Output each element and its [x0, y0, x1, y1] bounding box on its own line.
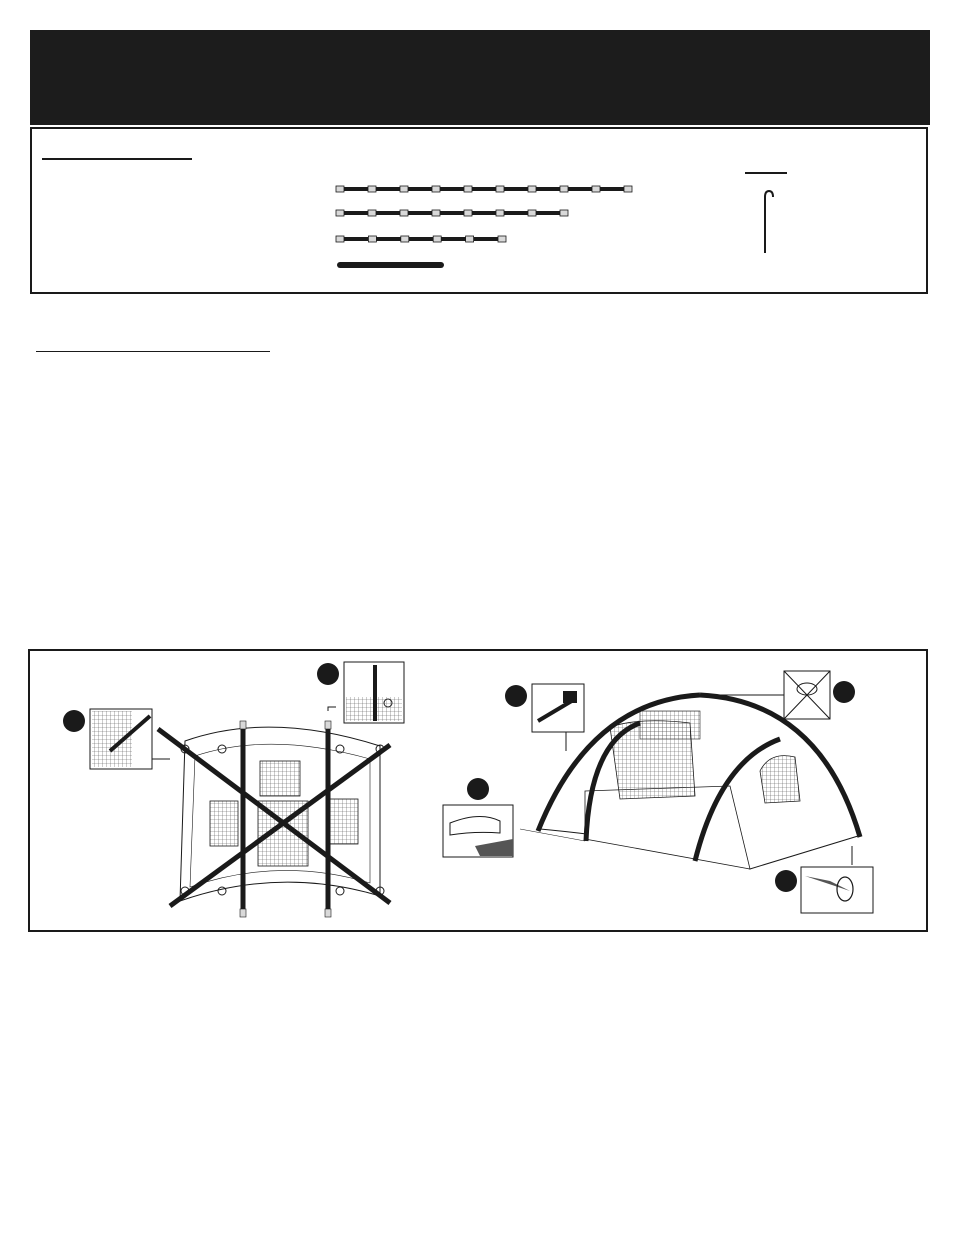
tent-floor-plan-with-crossed-poles: [90, 662, 404, 917]
medium-pole-icon: [336, 210, 568, 216]
pole-ferrule: [432, 210, 440, 216]
step-marker: [63, 710, 85, 732]
long-pole-icon: [336, 186, 632, 192]
pole-ferrule: [496, 186, 504, 192]
detail-inset-stake-loop: [801, 846, 873, 913]
setup-diagrams: [30, 651, 926, 930]
pole-ferrule: [401, 236, 409, 242]
pole-ferrule: [528, 210, 536, 216]
setup-heading-underline: [36, 351, 270, 352]
pole-ferrule: [624, 186, 632, 192]
step-marker: [505, 685, 527, 707]
header-bar: [30, 30, 930, 125]
pole-ferrule: [336, 210, 344, 216]
pole-ferrule: [496, 210, 504, 216]
setup-diagram-box: [28, 649, 928, 932]
pole-ferrule: [464, 186, 472, 192]
pole-ferrule: [528, 186, 536, 192]
pole-ferrule: [466, 236, 474, 242]
pole-ferrule: [592, 186, 600, 192]
solid-rod-icon: [337, 262, 444, 268]
pole-ferrule: [368, 210, 376, 216]
pole-ferrule: [336, 186, 344, 192]
pole-ferrule: [560, 186, 568, 192]
pole-ferrule: [368, 186, 376, 192]
detail-inset-pole-sleeve: [90, 709, 170, 769]
detail-inset-buckle: [532, 684, 584, 751]
step-marker: [833, 681, 855, 703]
step-marker: [467, 778, 489, 800]
step-marker: [317, 663, 339, 685]
pole-ferrule: [400, 210, 408, 216]
detail-inset-pole-tip: [328, 662, 404, 723]
tent-stake-icon: [765, 191, 773, 253]
parts-list-box: [30, 127, 928, 294]
pole-ferrule: [433, 236, 441, 242]
pole-ferrule: [432, 186, 440, 192]
parts-illustrations: [32, 129, 928, 292]
pole-ferrule: [498, 236, 506, 242]
pole-ferrule: [560, 210, 568, 216]
pole-ferrule: [368, 236, 376, 242]
detail-inset-hand-clip: [443, 805, 513, 857]
pole-ferrule: [464, 210, 472, 216]
short-pole-icon: [336, 236, 506, 242]
assembled-dome-tent: [443, 671, 873, 913]
step-marker: [775, 870, 797, 892]
pole-ferrule: [336, 236, 344, 242]
pole-ferrule: [400, 186, 408, 192]
